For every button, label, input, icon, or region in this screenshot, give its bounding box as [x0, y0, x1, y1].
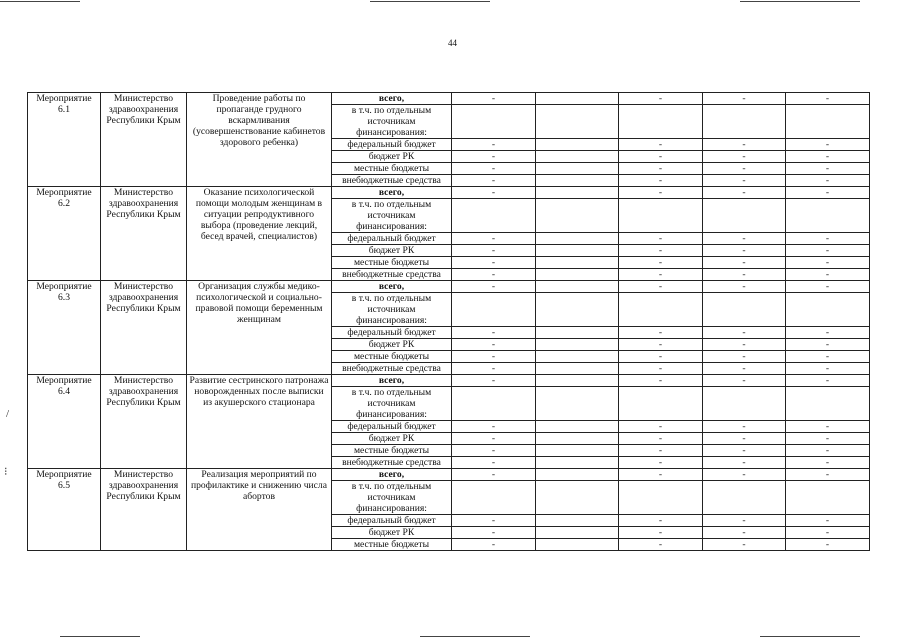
funding-value-cell: - — [452, 281, 536, 293]
funding-value-cell: - — [703, 539, 786, 551]
funding-source-label: в т.ч. по отдельным источникам финансирования: — [332, 199, 452, 233]
funding-source-label: бюджет РК — [332, 151, 452, 163]
funding-value-cell — [536, 233, 619, 245]
funding-value-cell — [619, 105, 703, 139]
funding-value-cell: - — [703, 175, 786, 187]
funding-value-cell: - — [619, 351, 703, 363]
funding-value-cell — [619, 387, 703, 421]
funding-value-cell: - — [786, 351, 870, 363]
funding-source-label: всего, — [332, 187, 452, 199]
funding-value-cell: - — [786, 257, 870, 269]
funding-value-cell — [619, 481, 703, 515]
measure-name: Мероприятие 6.5 — [28, 469, 101, 551]
measure-description: Развитие сестринского патронажа новорожденных после выписки из акушерского стационара — [187, 375, 332, 469]
scan-edge-top-left — [0, 1, 80, 2]
funding-value-cell: - — [703, 269, 786, 281]
funding-value-cell: - — [619, 363, 703, 375]
funding-value-cell — [536, 175, 619, 187]
funding-source-label: внебюджетные средства — [332, 457, 452, 469]
funding-value-cell — [452, 105, 536, 139]
funding-value-cell: - — [452, 539, 536, 551]
funding-source-label: в т.ч. по отдельным источникам финансирования: — [332, 293, 452, 327]
scan-mark: / — [6, 408, 10, 420]
funding-source-label: в т.ч. по отдельным источникам финансирования: — [332, 481, 452, 515]
funding-value-cell: - — [703, 139, 786, 151]
funding-value-cell: - — [619, 139, 703, 151]
funding-value-cell: - — [703, 187, 786, 199]
funding-value-cell: - — [452, 163, 536, 175]
funding-value-cell — [536, 163, 619, 175]
measure-description: Реализация мероприятий по профилактике и снижению числа абортов — [187, 469, 332, 551]
funding-table — [27, 92, 870, 551]
funding-value-cell: - — [786, 163, 870, 175]
funding-value-cell — [786, 199, 870, 233]
funding-value-cell — [786, 105, 870, 139]
funding-value-cell — [536, 351, 619, 363]
funding-source-label: бюджет РК — [332, 527, 452, 539]
funding-value-cell: - — [786, 433, 870, 445]
funding-value-cell: - — [786, 527, 870, 539]
funding-source-label: внебюджетные средства — [332, 175, 452, 187]
funding-value-cell — [536, 421, 619, 433]
funding-source-label: федеральный бюджет — [332, 233, 452, 245]
funding-value-cell: - — [452, 187, 536, 199]
funding-value-cell — [536, 139, 619, 151]
funding-value-cell — [536, 93, 619, 105]
measure-name: Мероприятие 6.4 — [28, 375, 101, 469]
funding-value-cell: - — [786, 515, 870, 527]
funding-value-cell: - — [452, 139, 536, 151]
funding-value-cell — [703, 387, 786, 421]
funding-value-cell: - — [619, 93, 703, 105]
funding-source-label: всего, — [332, 281, 452, 293]
funding-source-label: федеральный бюджет — [332, 327, 452, 339]
funding-value-cell: - — [619, 375, 703, 387]
funding-value-cell — [536, 457, 619, 469]
measure-executor: Министерство здравоохранения Республики Крым — [101, 187, 187, 281]
scan-mark: ⁝ — [4, 466, 8, 478]
funding-value-cell: - — [703, 233, 786, 245]
measure-name: Мероприятие 6.1 — [28, 93, 101, 187]
funding-value-cell: - — [703, 363, 786, 375]
funding-value-cell — [536, 387, 619, 421]
funding-value-cell: - — [619, 469, 703, 481]
measure-executor: Министерство здравоохранения Республики Крым — [101, 93, 187, 187]
funding-value-cell: - — [619, 245, 703, 257]
funding-value-cell: - — [703, 93, 786, 105]
funding-value-cell: - — [452, 269, 536, 281]
table-row — [28, 375, 870, 387]
measure-description: Организация службы медико-психологической и социально-правовой помощи беременным женщинам — [187, 281, 332, 375]
funding-source-label: местные бюджеты — [332, 351, 452, 363]
measure-executor: Министерство здравоохранения Республики Крым — [101, 375, 187, 469]
funding-value-cell: - — [452, 233, 536, 245]
funding-value-cell — [536, 539, 619, 551]
funding-value-cell — [536, 293, 619, 327]
funding-value-cell — [536, 199, 619, 233]
table-row — [28, 469, 870, 481]
funding-value-cell: - — [452, 421, 536, 433]
funding-value-cell: - — [619, 163, 703, 175]
funding-value-cell — [536, 515, 619, 527]
funding-value-cell — [703, 199, 786, 233]
funding-value-cell: - — [452, 327, 536, 339]
funding-value-cell: - — [703, 257, 786, 269]
funding-value-cell: - — [786, 375, 870, 387]
funding-value-cell: - — [452, 351, 536, 363]
funding-value-cell: - — [703, 351, 786, 363]
funding-value-cell — [786, 293, 870, 327]
funding-value-cell: - — [703, 421, 786, 433]
funding-value-cell — [536, 105, 619, 139]
funding-value-cell: - — [703, 445, 786, 457]
funding-value-cell: - — [703, 433, 786, 445]
funding-value-cell: - — [786, 187, 870, 199]
funding-value-cell — [703, 105, 786, 139]
funding-value-cell: - — [703, 515, 786, 527]
measure-executor: Министерство здравоохранения Республики Крым — [101, 469, 187, 551]
funding-value-cell: - — [703, 281, 786, 293]
funding-value-cell — [536, 269, 619, 281]
funding-value-cell: - — [703, 245, 786, 257]
funding-value-cell: - — [452, 375, 536, 387]
funding-value-cell — [703, 293, 786, 327]
funding-value-cell: - — [452, 151, 536, 163]
funding-value-cell — [452, 199, 536, 233]
funding-value-cell: - — [703, 457, 786, 469]
funding-value-cell — [536, 187, 619, 199]
funding-value-cell: - — [452, 515, 536, 527]
funding-value-cell: - — [452, 339, 536, 351]
funding-source-label: всего, — [332, 375, 452, 387]
funding-value-cell: - — [619, 421, 703, 433]
funding-value-cell — [452, 293, 536, 327]
funding-value-cell: - — [786, 175, 870, 187]
funding-value-cell: - — [452, 457, 536, 469]
funding-value-cell: - — [619, 269, 703, 281]
funding-value-cell: - — [703, 327, 786, 339]
measure-name: Мероприятие 6.3 — [28, 281, 101, 375]
scan-edge-top-center — [370, 1, 490, 2]
funding-value-cell: - — [619, 433, 703, 445]
funding-value-cell: - — [703, 163, 786, 175]
funding-source-label: бюджет РК — [332, 339, 452, 351]
funding-value-cell: - — [786, 539, 870, 551]
funding-value-cell: - — [786, 421, 870, 433]
measure-description: Оказание психологической помощи молодым женщинам в ситуации репродуктивного выбора (проведение лекций, бесед врачей, специалистов) — [187, 187, 332, 281]
funding-value-cell: - — [703, 339, 786, 351]
funding-value-cell: - — [452, 175, 536, 187]
funding-value-cell: - — [619, 281, 703, 293]
funding-value-cell: - — [619, 233, 703, 245]
funding-source-label: бюджет РК — [332, 245, 452, 257]
funding-value-cell: - — [786, 151, 870, 163]
scan-edge-top-right — [740, 1, 860, 2]
funding-value-cell — [452, 387, 536, 421]
funding-value-cell: - — [786, 457, 870, 469]
funding-source-label: местные бюджеты — [332, 257, 452, 269]
funding-value-cell: - — [619, 151, 703, 163]
scan-edge-bottom-right — [760, 636, 860, 637]
funding-value-cell: - — [786, 245, 870, 257]
funding-value-cell: - — [619, 327, 703, 339]
measure-executor: Министерство здравоохранения Республики Крым — [101, 281, 187, 375]
funding-source-label: в т.ч. по отдельным источникам финансирования: — [332, 387, 452, 421]
scan-edge-bottom-center — [420, 636, 530, 637]
funding-value-cell — [452, 481, 536, 515]
funding-value-cell: - — [619, 339, 703, 351]
funding-value-cell: - — [452, 245, 536, 257]
funding-source-label: всего, — [332, 93, 452, 105]
funding-value-cell: - — [452, 527, 536, 539]
funding-value-cell: - — [703, 375, 786, 387]
funding-value-cell: - — [452, 257, 536, 269]
funding-value-cell: - — [452, 433, 536, 445]
funding-value-cell — [619, 199, 703, 233]
funding-value-cell — [536, 445, 619, 457]
funding-source-label: всего, — [332, 469, 452, 481]
funding-value-cell: - — [619, 175, 703, 187]
funding-source-label: федеральный бюджет — [332, 421, 452, 433]
funding-value-cell — [786, 481, 870, 515]
funding-source-label: внебюджетные средства — [332, 363, 452, 375]
funding-value-cell: - — [786, 327, 870, 339]
table-row — [28, 187, 870, 199]
funding-value-cell — [536, 527, 619, 539]
funding-value-cell: - — [619, 187, 703, 199]
funding-value-cell — [536, 257, 619, 269]
measure-description: Проведение работы по пропаганде грудного вскармливания (усовершенствование кабинетов здорового ребенка) — [187, 93, 332, 187]
funding-value-cell: - — [619, 515, 703, 527]
funding-value-cell: - — [786, 469, 870, 481]
funding-value-cell: - — [786, 339, 870, 351]
funding-source-label: внебюджетные средства — [332, 269, 452, 281]
funding-source-label: федеральный бюджет — [332, 515, 452, 527]
funding-value-cell — [619, 293, 703, 327]
table-row — [28, 281, 870, 293]
funding-value-cell — [536, 481, 619, 515]
funding-value-cell — [786, 387, 870, 421]
funding-value-cell: - — [619, 457, 703, 469]
funding-value-cell — [536, 245, 619, 257]
scan-edge-bottom-left — [60, 636, 140, 637]
page-number: 44 — [448, 38, 457, 48]
funding-value-cell: - — [619, 527, 703, 539]
funding-value-cell: - — [703, 469, 786, 481]
funding-value-cell: - — [786, 281, 870, 293]
funding-source-label: федеральный бюджет — [332, 139, 452, 151]
funding-source-label: бюджет РК — [332, 433, 452, 445]
funding-value-cell: - — [619, 257, 703, 269]
funding-value-cell: - — [703, 527, 786, 539]
funding-value-cell — [703, 481, 786, 515]
funding-value-cell: - — [452, 469, 536, 481]
funding-value-cell: - — [619, 539, 703, 551]
funding-value-cell: - — [452, 93, 536, 105]
funding-value-cell — [536, 375, 619, 387]
funding-value-cell: - — [619, 445, 703, 457]
funding-value-cell — [536, 363, 619, 375]
funding-value-cell: - — [703, 151, 786, 163]
funding-source-label: местные бюджеты — [332, 539, 452, 551]
funding-value-cell — [536, 151, 619, 163]
funding-value-cell: - — [786, 363, 870, 375]
funding-value-cell — [536, 281, 619, 293]
funding-value-cell: - — [786, 233, 870, 245]
funding-value-cell: - — [786, 93, 870, 105]
funding-source-label: в т.ч. по отдельным источникам финансирования: — [332, 105, 452, 139]
funding-source-label: местные бюджеты — [332, 445, 452, 457]
funding-value-cell: - — [452, 363, 536, 375]
funding-value-cell — [536, 433, 619, 445]
funding-value-cell: - — [786, 139, 870, 151]
funding-value-cell — [536, 327, 619, 339]
funding-value-cell: - — [786, 445, 870, 457]
funding-value-cell — [536, 469, 619, 481]
funding-value-cell — [536, 339, 619, 351]
measure-name: Мероприятие 6.2 — [28, 187, 101, 281]
funding-value-cell: - — [452, 445, 536, 457]
funding-value-cell: - — [786, 269, 870, 281]
funding-source-label: местные бюджеты — [332, 163, 452, 175]
table-row — [28, 93, 870, 105]
